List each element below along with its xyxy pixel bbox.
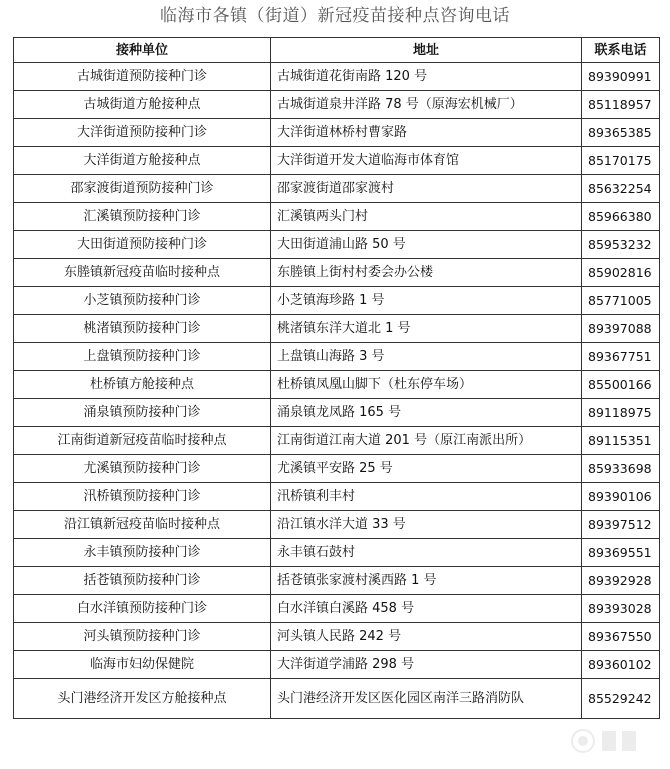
cell-unit: 古城街道方舱接种点	[14, 91, 271, 119]
table-row	[14, 315, 660, 343]
cell-address: 汇溪镇两头门村	[271, 203, 582, 231]
cell-phone: 89390991	[582, 63, 660, 91]
cell-unit: 汛桥镇预防接种门诊	[14, 483, 271, 511]
cell-unit: 临海市妇幼保健院	[14, 651, 271, 679]
cell-unit: 江南街道新冠疫苗临时接种点	[14, 427, 271, 455]
cell-address: 古城街道花街南路 120 号	[271, 63, 582, 91]
page-title: 临海市各镇（街道）新冠疫苗接种点咨询电话	[160, 6, 510, 26]
cell-address: 上盘镇山海路 3 号	[271, 343, 582, 371]
cell-unit: 大洋街道预防接种门诊	[14, 119, 271, 147]
table-row	[14, 567, 660, 595]
table-row	[14, 595, 660, 623]
header-unit: 接种单位	[14, 38, 271, 63]
table-row	[14, 679, 660, 719]
cell-unit: 东塍镇新冠疫苗临时接种点	[14, 259, 271, 287]
table-row	[14, 427, 660, 455]
cell-unit: 括苍镇预防接种门诊	[14, 567, 271, 595]
cell-address: 杜桥镇凤凰山脚下（杜东停车场）	[271, 371, 582, 399]
header-phone: 联系电话	[582, 38, 660, 63]
table-row	[14, 147, 660, 175]
cell-phone: 85632254	[582, 175, 660, 203]
watermark-logo	[568, 721, 648, 761]
table-row	[14, 91, 660, 119]
cell-address: 头门港经济开发区医化园区南洋三路消防队	[271, 679, 582, 719]
cell-unit: 头门港经济开发区方舱接种点	[14, 679, 271, 719]
cell-unit: 桃渚镇预防接种门诊	[14, 315, 271, 343]
cell-address: 尤溪镇平安路 25 号	[271, 455, 582, 483]
table-row	[14, 399, 660, 427]
cell-phone: 85966380	[582, 203, 660, 231]
table-row	[14, 175, 660, 203]
cell-phone: 89390106	[582, 483, 660, 511]
cell-address: 大洋街道开发大道临海市体育馆	[271, 147, 582, 175]
cell-unit: 古城街道预防接种门诊	[14, 63, 271, 91]
cell-unit: 河头镇预防接种门诊	[14, 623, 271, 651]
cell-phone: 89118975	[582, 399, 660, 427]
table-row	[14, 539, 660, 567]
cell-address: 古城街道泉井洋路 78 号（原海宏机械厂）	[271, 91, 582, 119]
cell-phone: 85170175	[582, 147, 660, 175]
cell-address: 白水洋镇白溪路 458 号	[271, 595, 582, 623]
cell-phone: 85529242	[582, 679, 660, 719]
cell-address: 沿江镇水洋大道 33 号	[271, 511, 582, 539]
cell-unit: 杜桥镇方舱接种点	[14, 371, 271, 399]
cell-unit: 涌泉镇预防接种门诊	[14, 399, 271, 427]
cell-address: 括苍镇张家渡村溪西路 1 号	[271, 567, 582, 595]
cell-address: 河头镇人民路 242 号	[271, 623, 582, 651]
cell-phone: 89397512	[582, 511, 660, 539]
cell-phone: 85902816	[582, 259, 660, 287]
table-row	[14, 259, 660, 287]
cell-phone: 85933698	[582, 455, 660, 483]
table-row	[14, 483, 660, 511]
table-row	[14, 63, 660, 91]
table-row	[14, 231, 660, 259]
cell-phone: 85771005	[582, 287, 660, 315]
table-row	[14, 287, 660, 315]
cell-address: 小芝镇海珍路 1 号	[271, 287, 582, 315]
cell-phone: 85500166	[582, 371, 660, 399]
cell-address: 东塍镇上街村村委会办公楼	[271, 259, 582, 287]
vaccination-sites-table	[13, 37, 660, 719]
table-row	[14, 371, 660, 399]
cell-phone: 89393028	[582, 595, 660, 623]
cell-phone: 85118957	[582, 91, 660, 119]
cell-phone: 85953232	[582, 231, 660, 259]
cell-unit: 大洋街道方舱接种点	[14, 147, 271, 175]
table-row	[14, 343, 660, 371]
cell-address: 永丰镇石鼓村	[271, 539, 582, 567]
cell-phone: 89360102	[582, 651, 660, 679]
cell-address: 江南街道江南大道 201 号（原江南派出所）	[271, 427, 582, 455]
cell-phone: 89365385	[582, 119, 660, 147]
cell-phone: 89369551	[582, 539, 660, 567]
cell-phone: 89392928	[582, 567, 660, 595]
cell-address: 邵家渡街道邵家渡村	[271, 175, 582, 203]
header-address: 地址	[271, 38, 582, 63]
cell-address: 桃渚镇东洋大道北 1 号	[271, 315, 582, 343]
cell-unit: 小芝镇预防接种门诊	[14, 287, 271, 315]
table-row	[14, 623, 660, 651]
cell-unit: 汇溪镇预防接种门诊	[14, 203, 271, 231]
cell-phone: 89367751	[582, 343, 660, 371]
cell-address: 汛桥镇利丰村	[271, 483, 582, 511]
cell-address: 大洋街道学浦路 298 号	[271, 651, 582, 679]
cell-unit: 沿江镇新冠疫苗临时接种点	[14, 511, 271, 539]
cell-unit: 尤溪镇预防接种门诊	[14, 455, 271, 483]
table-row	[14, 203, 660, 231]
table-row	[14, 455, 660, 483]
cell-unit: 永丰镇预防接种门诊	[14, 539, 271, 567]
cell-phone: 89115351	[582, 427, 660, 455]
cell-phone: 89397088	[582, 315, 660, 343]
cell-unit: 邵家渡街道预防接种门诊	[14, 175, 271, 203]
cell-unit: 白水洋镇预防接种门诊	[14, 595, 271, 623]
table-row	[14, 511, 660, 539]
table-header-row	[14, 38, 660, 63]
cell-address: 大田街道浦山路 50 号	[271, 231, 582, 259]
table-row	[14, 119, 660, 147]
cell-address: 大洋街道林桥村曹家路	[271, 119, 582, 147]
cell-unit: 大田街道预防接种门诊	[14, 231, 271, 259]
cell-unit: 上盘镇预防接种门诊	[14, 343, 271, 371]
table-row	[14, 651, 660, 679]
cell-address: 涌泉镇龙凤路 165 号	[271, 399, 582, 427]
cell-phone: 89367550	[582, 623, 660, 651]
